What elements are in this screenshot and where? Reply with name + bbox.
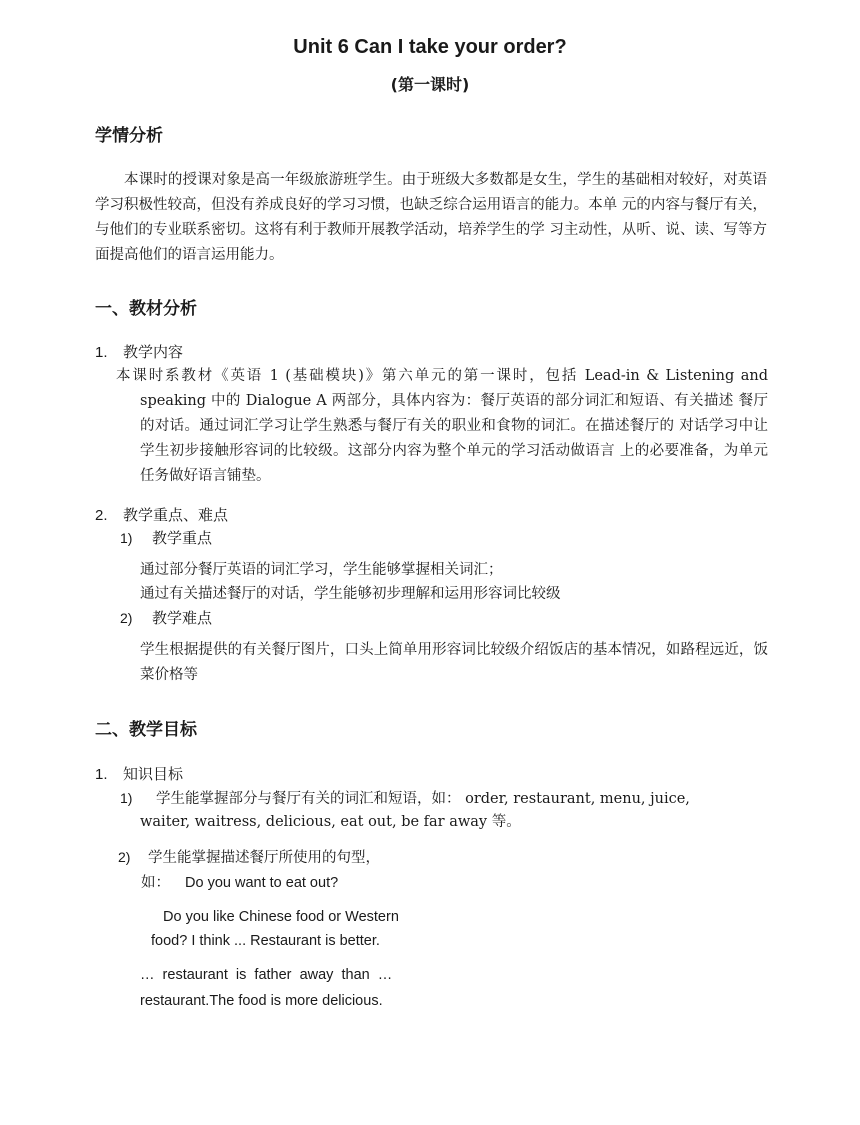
vocab-objective-text: 学生能掌握部分与餐厅有关的词汇和短语，如： order, restaurant, menu, juice, xyxy=(156,791,690,807)
vocab-objective-line xyxy=(120,786,690,812)
teaching-content-number: 1. xyxy=(95,344,108,361)
key-points-number: 2. xyxy=(95,507,108,524)
teaching-difficulty-label: 教学难点 xyxy=(152,609,213,627)
example-sentence-2-continued: food? I think ... Restaurant is better. xyxy=(151,933,380,949)
teaching-focus-number: 1) xyxy=(120,530,133,546)
teaching-focus-line: 通过有关描述餐厅的对话，学生能够初步理解和运用形容词比较级 xyxy=(140,586,561,602)
example-sentence-1: Do you want to eat out? xyxy=(185,875,339,891)
teaching-difficulty-number: 2) xyxy=(120,610,133,626)
example-sentence-3-continued: restaurant.The food is more delicious. xyxy=(140,993,383,1009)
teaching-content-heading xyxy=(95,341,183,362)
example-sentence-line xyxy=(141,871,338,896)
document-title: Unit 6 Can I take your order? xyxy=(293,36,567,58)
vocab-objective-number: 1) xyxy=(120,790,133,806)
example-sentence-2: Do you like Chinese food or Western xyxy=(163,909,399,925)
teaching-focus-heading xyxy=(120,527,212,548)
knowledge-objective-number: 1. xyxy=(95,766,108,783)
teaching-focus-label: 教学重点 xyxy=(152,529,213,547)
pattern-objective-text: 学生能掌握描述餐厅所使用的句型， xyxy=(148,850,380,866)
lesson-subtitle: (第一课时) xyxy=(390,75,470,94)
teaching-difficulty-heading xyxy=(120,607,212,628)
pattern-objective-number: 2) xyxy=(118,849,131,865)
example-sentence-3: … restaurant is father away than … xyxy=(140,967,393,983)
pattern-objective-line xyxy=(118,845,380,871)
learner-analysis-heading: 学情分析 xyxy=(95,126,163,146)
vocab-objective-line-2: waiter, waitress, delicious, eat out, be far away 等。 xyxy=(140,814,521,830)
teaching-difficulty-paragraph: 学生根据提供的有关餐厅图片，口头上简单用形容词比较级介绍饭店的基本情况，如路程远近，饭菜价格等 xyxy=(140,642,768,683)
material-analysis-heading: 一、教材分析 xyxy=(95,299,197,319)
teaching-objectives-heading: 二、教学目标 xyxy=(95,720,197,740)
key-difficult-points-heading xyxy=(95,504,228,525)
teaching-focus-line: 通过部分餐厅英语的词汇学习，学生能够掌握相关词汇； xyxy=(140,562,503,578)
teaching-content-label: 教学内容 xyxy=(123,343,184,361)
key-points-label: 教学重点、难点 xyxy=(123,506,229,524)
knowledge-objective-heading xyxy=(95,763,183,784)
knowledge-objective-label: 知识目标 xyxy=(123,765,184,783)
teaching-content-paragraph: 本课时系教材《英语 1 (基础模块)》第六单元的第一课时，包括 Lead-in & Listening and speaking 中的 Dialogue A 两部分，具体内容为：餐厅英语的部分词汇和短语、有关描述 餐厅的对话。通过词汇学习让学生熟悉与餐厅有关的职业和食物的词汇。在描述餐厅的 对话学习中让学生初步接触形容词的比较级。这部分内容为整个单元的学习活动做语言 上的必要准备，为单元任务做好语言铺垫。 xyxy=(116,368,768,484)
learner-analysis-paragraph: 本课时的授课对象是高一年级旅游班学生。由于班级大多数都是女生，学生的基础相对较好，对英语学习积极性较高，但没有养成良好的学习习惯，也缺乏综合运用语言的能力。本单 元的内容与餐厅有关，与他们的专业联系密切。这将有利于教师开展教学活动，培养学生的学 习主动性，从听、说、读、写等方面提高他们的语言运用能力。 xyxy=(95,172,767,263)
example-label: 如： xyxy=(141,875,170,891)
